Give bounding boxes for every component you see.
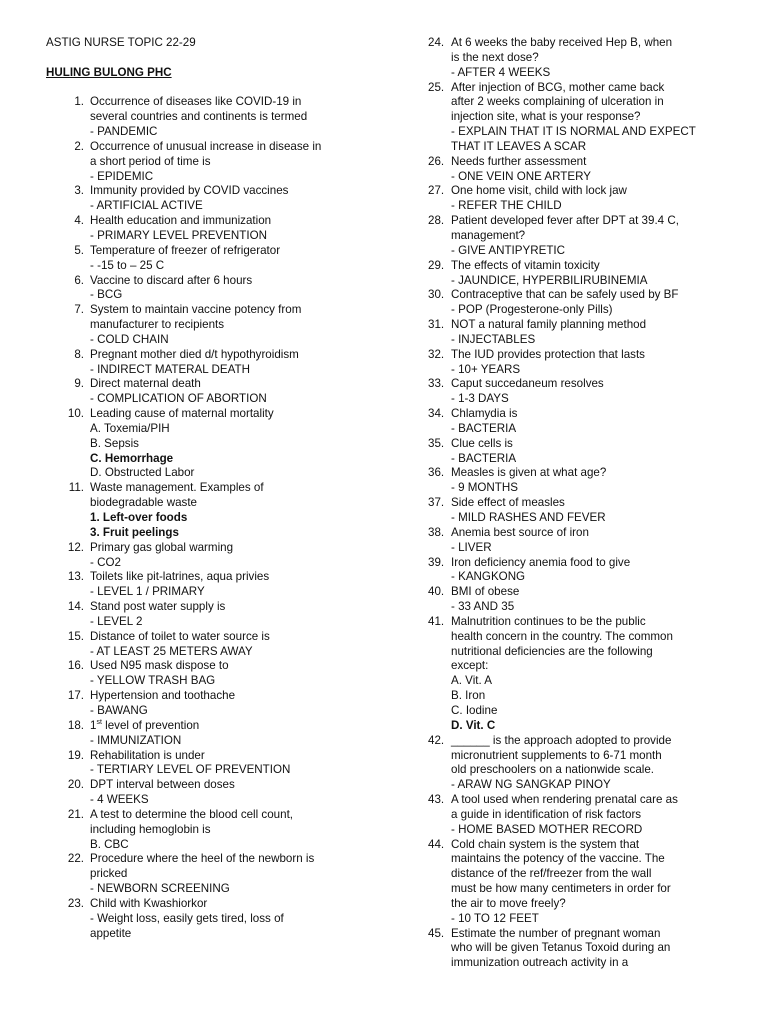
question-item [428,348,728,378]
question-line: C. Iodine [451,703,498,717]
question-line: including hemoglobin is [90,822,211,836]
question-line: A. Vit. A [451,674,493,688]
question-item [46,244,376,274]
question-number: 1. [74,95,84,109]
question-item [46,689,376,719]
question-line: except: [451,659,489,673]
question-line: the air to move freely? [451,896,566,910]
question-item [46,749,376,779]
question-line: Distance of toilet to water source is [90,629,270,643]
answer-line: - GIVE ANTIPYRETIC [451,243,566,257]
question-item [46,140,376,185]
question-item [46,570,376,600]
question-number: 43. [428,793,445,807]
answer-line: - Weight loss, easily gets tired, loss of [90,911,284,925]
answer-line: - BACTERIA [451,421,517,435]
question-line: Estimate the number of pregnant woman [451,926,661,940]
question-number: 8. [74,347,84,361]
question-line: immunization outreach activity in a [451,956,629,970]
question-item [428,437,728,467]
answer-line: - ARTIFICIAL ACTIVE [90,199,203,213]
question-line: Primary gas global warming [90,540,234,554]
question-number: 16. [67,659,84,673]
question-line: At 6 weeks the baby received Hep B, when [451,36,673,49]
question-number: 9. [74,377,84,391]
question-item [46,214,376,244]
question-line: Side effect of measles [451,496,565,510]
question-line: Occurrence of diseases like COVID-19 in [90,95,302,109]
question-number: 17. [67,689,84,703]
question-item [428,214,728,259]
question-line: Stand post water supply is [90,600,226,614]
question-number: 15. [67,629,84,643]
question-item [46,348,376,378]
question-line: nutritional deficiencies are the following [451,644,653,658]
question-number: 23. [67,896,84,910]
question-number: 3. [74,184,84,198]
question-number: 7. [74,303,84,317]
question-line: management? [451,228,526,242]
question-line: BMI of obese [451,585,520,599]
question-line: Immunity provided by COVID vaccines [90,184,289,198]
answer-line: - JAUNDICE, HYPERBILIRUBINEMIA [451,273,648,287]
question-line: After injection of BCG, mother came back [451,80,665,94]
question-line: NOT a natural family planning method [451,318,647,332]
question-line: A tool used when rendering prenatal care as [451,793,678,807]
question-line: Used N95 mask dispose to [90,659,229,673]
question-line: 1. Left-over foods [90,511,188,524]
question-line: Vaccine to discard after 6 hours [90,273,253,287]
question-number: 27. [428,184,445,198]
question-line: The IUD provides protection that lasts [451,347,645,361]
question-line: D. Obstructed Labor [90,466,195,480]
question-item [428,496,728,526]
question-item [46,659,376,689]
answer-line: - EPIDEMIC [90,169,154,183]
question-number: 34. [428,407,445,421]
question-number: 42. [428,733,445,747]
question-number: 26. [428,154,445,168]
question-item [46,274,376,304]
question-item [428,526,728,556]
question-number: 29. [428,258,445,272]
question-line: Contraceptive that can be safely used by BF [451,288,679,302]
answer-line: - LEVEL 1 / PRIMARY [90,585,205,599]
question-item [46,630,376,660]
question-item [46,481,376,540]
question-item [46,808,376,853]
question-number: 44. [428,837,445,851]
question-line: Anemia best source of iron [451,525,589,539]
question-line: Waste management. Examples of [90,481,264,495]
question-number: 11. [68,481,84,495]
question-item [428,407,728,437]
question-item [46,407,376,481]
answer-line: - 1-3 DAYS [451,392,509,406]
question-line: ______ is the approach adopted to provide [451,733,672,747]
answer-line: - BAWANG [90,703,148,717]
answer-line: - 33 AND 35 [451,600,515,614]
question-line: Chlamydia is [451,407,518,421]
question-line: Child with Kwashiorkor [90,896,208,910]
question-number: 31. [428,318,445,332]
question-number: 39. [428,555,445,569]
answer-line: - BCG [90,288,123,302]
question-item [428,734,728,793]
question-line: One home visit, child with lock jaw [451,184,627,198]
question-number: 38. [428,525,445,539]
question-line: Temperature of freezer of refrigerator [90,243,281,257]
question-line: D. Vit. C [451,718,496,732]
question-line: Clue cells is [451,436,513,450]
answer-line: - INDIRECT MATERAL DEATH [90,362,250,376]
question-line: micronutrient supplements to 6-71 month [451,748,662,762]
question-number: 22. [67,852,84,866]
answer-line: - CO2 [90,555,121,569]
question-item [46,897,376,942]
question-item [46,303,376,348]
question-item [428,288,728,318]
question-item [428,81,728,155]
question-line: who will be given Tetanus Toxoid during an [451,941,671,955]
question-number: 13. [67,570,84,584]
question-item [428,793,728,838]
question-line: Patient developed fever after DPT at 39.4 C, [451,214,679,228]
answer-line: - IMMUNIZATION [90,733,182,747]
answer-line: - BACTERIA [451,451,517,465]
question-line: A. Toxemia/PIH [90,421,170,435]
question-item [428,184,728,214]
question-line: A test to determine the blood cell count, [90,807,294,821]
question-list-left [46,95,376,941]
question-line: B. Sepsis [90,436,139,450]
question-line: distance of the ref/freezer from the wall [451,867,652,881]
question-number: 20. [67,778,84,792]
question-item [46,600,376,630]
question-line: B. Iron [451,689,486,703]
question-number: 45. [428,926,445,940]
question-number: 24. [428,36,445,49]
question-line: Rehabilitation is under [90,748,205,762]
answer-line: - -15 to – 25 C [90,258,165,272]
answer-line: - COMPLICATION OF ABORTION [90,392,267,406]
question-line: biodegradable waste [90,496,197,510]
answer-line: - ONE VEIN ONE ARTERY [451,169,592,183]
question-line: Measles is given at what age? [451,466,607,480]
question-number: 32. [428,347,445,361]
question-line: Toilets like pit-latrines, aqua privies [90,570,270,584]
question-number: 18. [67,718,84,732]
question-line: C. Hemorrhage [90,451,174,465]
question-line: after 2 weeks complaining of ulceration in [451,95,664,109]
answer-line: - AFTER 4 WEEKS [451,65,551,79]
question-line: Occurrence of unusual increase in disease in [90,139,322,153]
answer-line: - PRIMARY LEVEL PREVENTION [90,228,267,242]
question-item [428,838,728,927]
question-line: Needs further assessment [451,154,587,168]
question-line: Pregnant mother died d/t hypothyroidism [90,347,299,361]
question-line: must be how many centimeters in order for [451,882,671,896]
answer-line: - NEWBORN SCREENING [90,882,230,896]
question-line: is the next dose? [451,50,539,64]
question-line: Direct maternal death [90,377,201,391]
question-line: 3. Fruit peelings [90,525,179,539]
question-line: maintains the potency of the vaccine. The [451,852,665,866]
question-item [46,852,376,897]
question-number: 37. [428,496,445,510]
question-list-right [428,36,728,971]
question-line: injection site, what is your response? [451,110,641,124]
question-item [46,95,376,140]
answer-line: - 10+ YEARS [451,362,521,376]
answer-line: - POP (Progesterone-only Pills) [451,303,613,317]
question-number: 14. [67,600,84,614]
left-column [46,36,376,941]
right-column [428,36,728,971]
question-line: System to maintain vaccine potency from [90,303,302,317]
question-line: old preschoolers on a nationwide scale. [451,763,655,777]
question-number: 19. [67,748,84,762]
question-line: Caput succedaneum resolves [451,377,604,391]
question-number: 35. [428,436,445,450]
question-item [428,318,728,348]
question-number: 5. [74,243,84,257]
question-number: 25. [428,80,445,94]
document-subtitle: HULING BULONG PHC [46,65,172,79]
question-item [428,556,728,586]
question-item [428,927,728,972]
question-line: Procedure where the heel of the newborn is [90,852,315,866]
answer-line: - 4 WEEKS [90,793,149,807]
question-line: several countries and continents is termed [90,110,308,124]
question-line: a guide in identification of risk factors [451,807,642,821]
question-line: Iron deficiency anemia food to give [451,555,631,569]
answer-line: - LEVEL 2 [90,614,143,628]
question-line: pricked [90,867,128,881]
question-number: 33. [428,377,445,391]
answer-line: - YELLOW TRASH BAG [90,674,216,688]
question-number: 10. [67,407,84,421]
question-item [46,719,376,749]
answer-line: - EXPLAIN THAT IT IS NORMAL AND EXPECT [451,125,696,139]
answer-line: - PANDEMIC [90,125,158,139]
question-line: Leading cause of maternal mortality [90,407,274,421]
question-number: 36. [428,466,445,480]
answer-line: - TERTIARY LEVEL OF PREVENTION [90,763,291,777]
answer-line: - ARAW NG SANGKAP PINOY [451,778,611,792]
question-line: appetite [90,926,132,940]
answer-line: - KANGKONG [451,570,526,584]
question-number: 41. [428,614,445,628]
question-item [428,585,728,615]
question-line: Malnutrition continues to be the public [451,614,646,628]
question-number: 4. [74,214,84,228]
question-number: 6. [74,273,84,287]
question-item [428,259,728,289]
question-item [46,377,376,407]
answer-line: - INJECTABLES [451,332,536,346]
question-line: The effects of vitamin toxicity [451,258,600,272]
question-item [428,36,728,81]
answer-line: - LIVER [451,540,492,554]
question-line: manufacturer to recipients [90,318,225,332]
question-number: 40. [428,585,445,599]
question-item [46,778,376,808]
answer-line: - COLD CHAIN [90,332,169,346]
question-number: 21. [67,807,84,821]
question-line: Health education and immunization [90,214,272,228]
question-item [428,466,728,496]
question-line: 1st level of prevention [90,718,200,732]
answer-line: - HOME BASED MOTHER RECORD [451,822,643,836]
question-number: 2. [74,139,84,153]
answer-line: - 9 MONTHS [451,481,518,495]
question-number: 12. [67,540,84,554]
question-item [46,541,376,571]
question-line: a short period of time is [90,154,211,168]
question-line: THAT IT LEAVES A SCAR [451,139,587,153]
question-number: 28. [428,214,445,228]
question-item [46,184,376,214]
question-number: 30. [428,288,445,302]
question-line: DPT interval between doses [90,778,235,792]
question-line: Cold chain system is the system that [451,837,640,851]
answer-line: - REFER THE CHILD [451,199,562,213]
question-item [428,615,728,734]
question-item [428,377,728,407]
document-title: ASTIG NURSE TOPIC 22-29 [46,36,196,49]
question-line: Hypertension and toothache [90,689,236,703]
question-line: health concern in the country. The common [451,629,673,643]
question-item [428,155,728,185]
answer-line: - AT LEAST 25 METERS AWAY [90,644,253,658]
question-line: B. CBC [90,837,129,851]
answer-line: - MILD RASHES AND FEVER [451,511,606,524]
answer-line: - 10 TO 12 FEET [451,911,539,925]
